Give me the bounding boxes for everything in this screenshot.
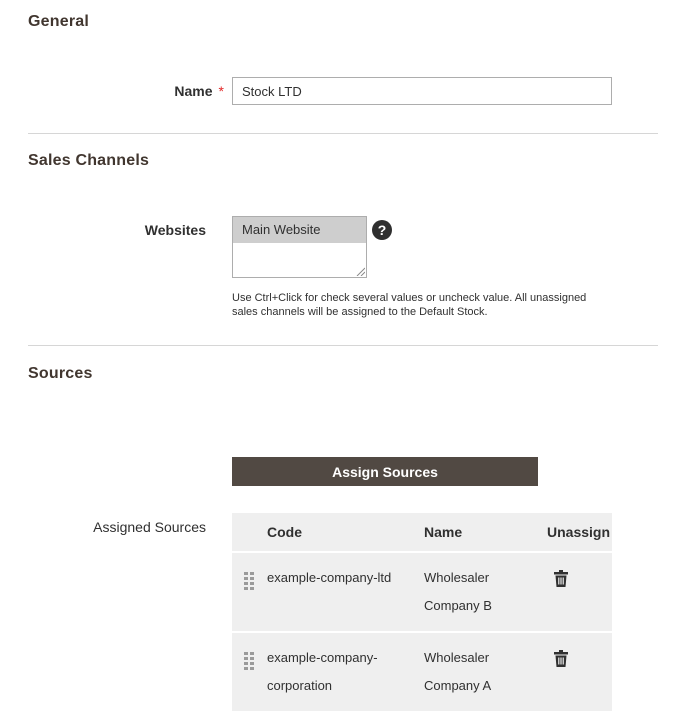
name-input[interactable]	[232, 77, 612, 105]
trash-icon[interactable]	[554, 650, 568, 667]
websites-multiselect[interactable]	[232, 216, 367, 278]
code-cell	[267, 552, 424, 632]
assigned-sources-label: Assigned Sources	[93, 519, 206, 535]
source-name-cont: Company A	[424, 678, 492, 693]
drag-cell[interactable]	[232, 552, 267, 632]
drag-cell[interactable]	[232, 632, 267, 711]
name-cell	[424, 552, 547, 632]
source-name: Wholesaler	[424, 570, 490, 585]
grid-header-row	[232, 513, 612, 552]
name-cell	[424, 632, 547, 711]
website-option-main[interactable]: Main Website	[233, 217, 366, 243]
help-icon[interactable]: ?	[372, 220, 392, 240]
header-name: Name	[424, 513, 547, 552]
section-title-general: General	[28, 13, 89, 30]
trash-icon[interactable]	[554, 570, 568, 587]
unassign-cell	[547, 632, 612, 711]
table-row	[232, 632, 612, 711]
required-asterisk: *	[218, 83, 224, 99]
table-row	[232, 552, 612, 632]
drag-handle-icon[interactable]	[244, 652, 254, 670]
header-unassign: Unassign	[547, 513, 612, 552]
unassign-cell	[547, 552, 612, 632]
resize-grip-icon[interactable]	[356, 267, 365, 276]
name-label	[120, 83, 224, 99]
source-name-cont: Company B	[424, 598, 492, 613]
websites-label: Websites	[144, 222, 206, 238]
header-code: Code	[267, 513, 424, 552]
source-code: example-company-	[267, 650, 378, 665]
divider	[28, 133, 658, 134]
assigned-sources-grid	[232, 513, 612, 711]
section-title-sources: Sources	[28, 365, 93, 382]
drag-handle-icon[interactable]	[244, 572, 254, 590]
code-cell	[267, 632, 424, 711]
websites-note: Use Ctrl+Click for check several values or uncheck value. All unassigned sales channels will be assigned to the Default Stock.	[232, 292, 587, 318]
section-title-sales-channels: Sales Channels	[28, 152, 150, 169]
assign-sources-button[interactable]: Assign Sources	[232, 457, 538, 486]
name-label-text: Name	[174, 83, 213, 99]
source-name: Wholesaler	[424, 650, 490, 665]
source-code-cont: corporation	[267, 678, 333, 693]
divider	[28, 345, 658, 346]
source-code: example-company-ltd	[267, 570, 392, 585]
header-drag	[232, 513, 267, 552]
